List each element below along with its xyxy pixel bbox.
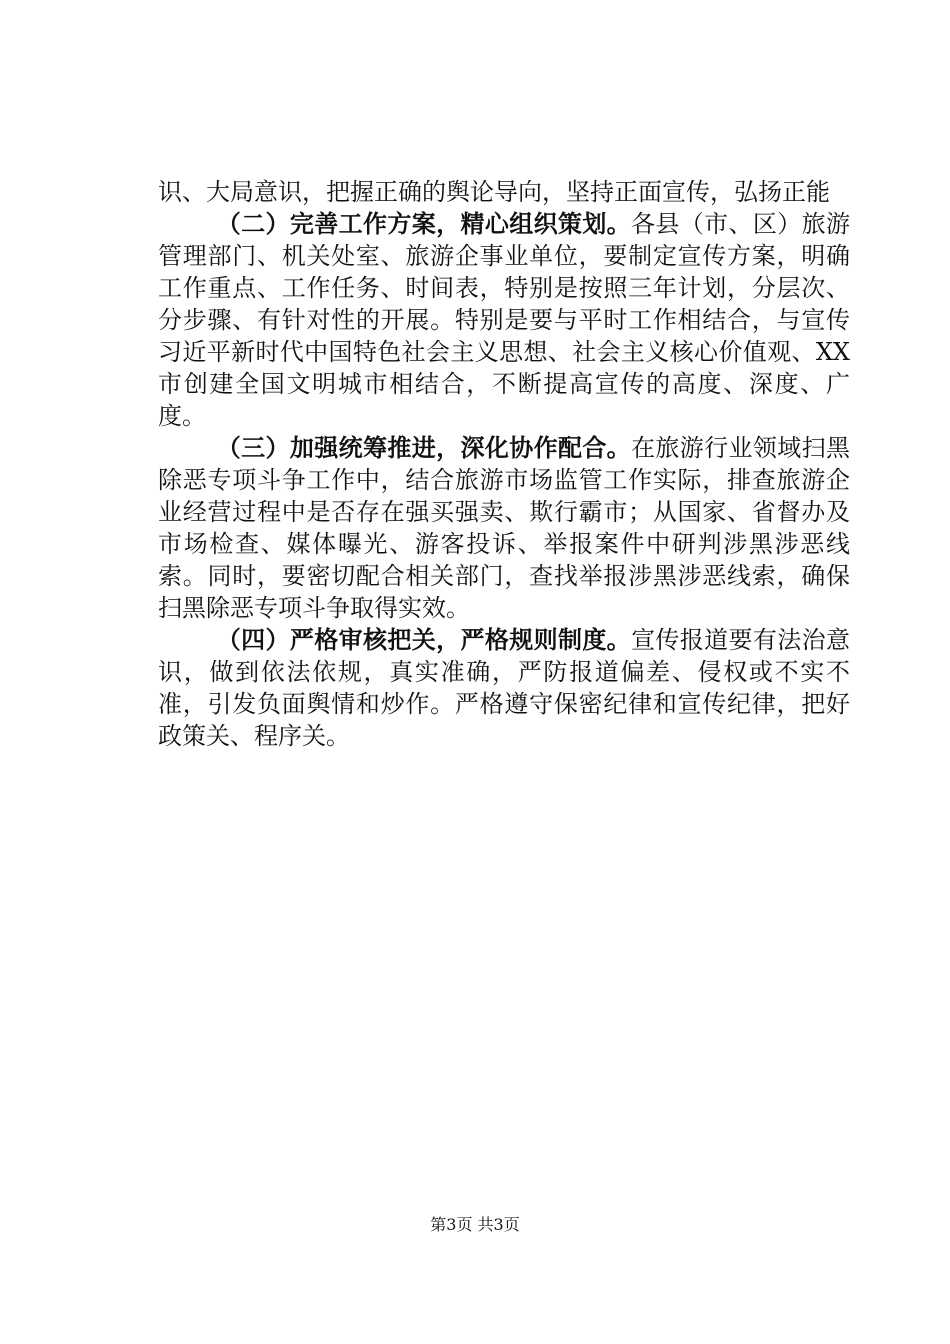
page-number-footer: 第3页 共3页 <box>430 1215 520 1234</box>
paragraph-section-3 <box>158 432 850 624</box>
section-heading: （四）严格审核把关，严格规则制度。 <box>216 626 632 654</box>
paragraph-text: 各县（市、区）旅游管理部门、机关处室、旅游企事业单位，要制定宣传方案，明确工作重点、工作任务、时间表，特别是按照三年计划，分层次、分步骤、有针对性的开展。特别是要与平时工作相结合，与宣传习近平新时代中国特色社会主义思想、社会主义核心价值观、XX市创建全国文明城市相结合，不断提高宣传的高度、深度、广度。 <box>158 210 851 430</box>
paragraph-text: 识、大局意识，把握正确的舆论导向，坚持正面宣传，弘扬正能 <box>158 178 830 206</box>
paragraph-text: 宣传报道要有法治意识，做到依法依规，真实准确，严防报道偏差、侵权或不实不准，引发负面舆情和炒作。严格遵守保密纪律和宣传纪律，把好政策关、程序关。 <box>158 626 851 750</box>
section-heading: （二）完善工作方案，精心组织策划。 <box>216 210 632 238</box>
paragraph-section-2 <box>158 208 850 432</box>
paragraph-text: 在旅游行业领域扫黑除恶专项斗争工作中，结合旅游市场监管工作实际，排查旅游企业经营过程中是否存在强买强卖、欺行霸市；从国家、省督办及市场检查、媒体曝光、游客投诉、举报案件中研判涉黑涉恶线索。同时，要密切配合相关部门，查找举报涉黑涉恶线索，确保扫黑除恶专项斗争取得实效。 <box>158 434 851 622</box>
paragraph-continuation <box>158 176 850 208</box>
document-body <box>158 176 850 752</box>
section-heading: （三）加强统筹推进，深化协作配合。 <box>216 434 632 462</box>
paragraph-section-4 <box>158 624 850 752</box>
